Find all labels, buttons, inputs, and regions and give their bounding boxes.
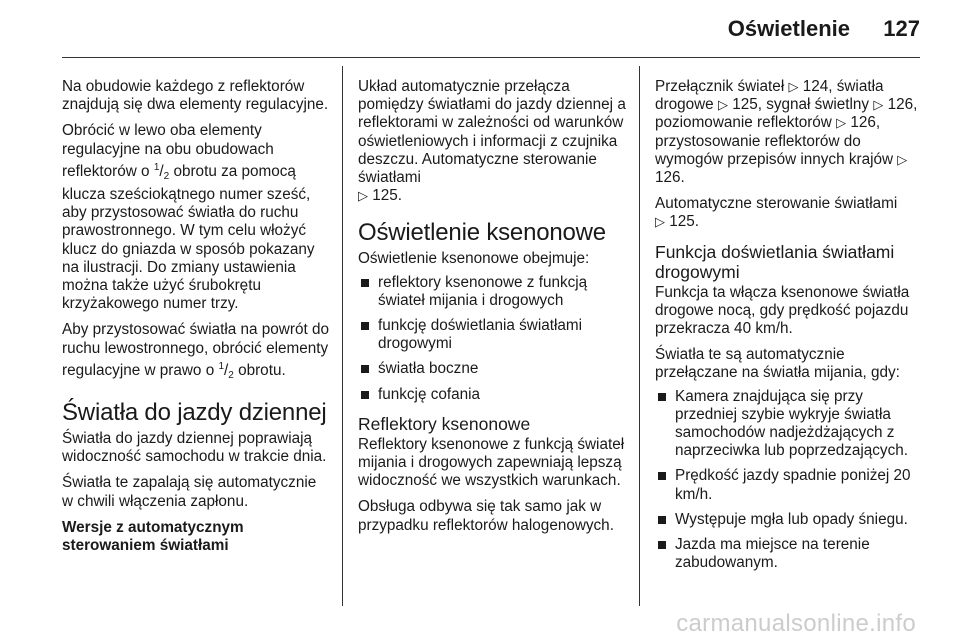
column-divider-2	[639, 66, 640, 606]
paragraph: Światła te zapalają się automatycznie w chwili włączenia zapłonu.	[62, 474, 317, 510]
paragraph: Obrócić w lewo oba elementy regulacyjne na obu obudowach reflektorów o $^1/_2$ obrotu za pomocą klucza sześciokątnego numer sześć, aby przystosować światła do ruchu prawostronnego. W tym celu włożyć klucz do gniazda w sposób pokazany na ilustracji. Do zmiany ustawienia można także użyć śrubokrętu krzyżakowego numer trzy.	[62, 122, 315, 313]
heading-daytime-lights: Światła do jazdy dziennej	[62, 399, 327, 427]
list-item: światła boczne	[358, 360, 626, 378]
page-reference-arrow-icon: ▷	[717, 97, 728, 113]
column-2	[358, 78, 626, 543]
page-reference-arrow-icon: ▷	[897, 151, 908, 167]
paragraph: Przełącznik świateł ▷ 124, światła drogowe ▷ 125, sygnał świetlny ▷ 126, poziomowanie reflektorów ▷ 126, przystosowanie reflektorów do wymogów przepisów innych krajów ▷ 126.	[655, 78, 918, 187]
watermark: carmanualsonline.info	[676, 610, 916, 637]
paragraph: Reflektory ksenonowe z funkcją świateł mijania i drogowych zapewniają lepszą widoczność we wszystkich warunkach.	[358, 435, 625, 490]
paragraph: Światła do jazdy dziennej poprawiają widoczność samochodu w trakcie dnia.	[62, 430, 327, 466]
list-item: Prędkość jazdy spadnie poniżej 20 km/h.	[655, 467, 925, 503]
list-item: funkcję cofania	[358, 386, 626, 404]
list-item: Występuje mgła lub opady śniegu.	[655, 511, 925, 529]
heading-xenon-headlamps: Reflektory ksenonowe	[358, 413, 531, 434]
page-reference-arrow-icon: ▷	[836, 115, 847, 131]
paragraph: Obsługa odbywa się tak samo jak w przypadku reflektorów halogenowych.	[358, 498, 614, 534]
page-reference-arrow-icon: ▷	[655, 214, 665, 230]
page-reference-arrow-icon: ▷	[788, 79, 799, 94]
paragraph: Światła te są automatycznie przełączane na światła mijania, gdy:	[655, 346, 900, 382]
paragraph: Na obudowie każdego z reflektorów znajdują się dwa elementy regulacyjne.	[62, 78, 329, 114]
heading-high-beam-assist: Funkcja doświetlania światłami drogowymi	[655, 241, 895, 282]
heading-xenon-lighting: Oświetlenie ksenonowe	[358, 219, 606, 247]
list-item: Jazda ma miejsce na terenie zabudowanym.	[655, 536, 925, 572]
paragraph: Funkcja ta włącza ksenonowe światła drogowe nocą, gdy prędkość pojazdu przekracza 40 km/h.	[655, 283, 910, 338]
section-title: Oświetlenie	[727, 16, 850, 41]
subheading-auto: Wersje z automatycznym sterowaniem światłami	[62, 518, 244, 555]
column-1	[62, 78, 330, 555]
page-number: 127	[883, 16, 920, 41]
header-rule	[62, 57, 920, 58]
list-item: reflektory ksenonowe z funkcją świateł mijania i drogowych	[358, 274, 626, 310]
page-header	[0, 0, 960, 58]
paragraph: Automatyczne sterowanie światłami ▷ 125.	[655, 195, 898, 231]
page-reference-arrow-icon: ▷	[873, 97, 884, 113]
column-divider-1	[342, 66, 343, 606]
column-3	[655, 78, 925, 579]
list-item: funkcję doświetlania światłami drogowymi	[358, 317, 626, 353]
paragraph: Aby przystosować światła na powrót do ruchu lewostronnego, obrócić elementy regulacyjne w prawo o $^1/_2$ obrotu.	[62, 321, 329, 381]
paragraph: Oświetlenie ksenonowe obejmuje:	[358, 250, 590, 268]
feature-list	[358, 274, 626, 404]
list-item: Kamera znajdująca się przy przedniej szybie wykryje światła samochodów nadjeżdżających z naprzeciwka lub poprzedzających.	[655, 388, 925, 461]
paragraph: Układ automatycznie przełącza pomiędzy światłami do jazdy dziennej a reflektorami w zależności od warunków oświetleniowych i informacji z czujnika deszczu. Automatyczne sterowanie światłami ▷ 125.	[358, 78, 626, 205]
condition-list	[655, 388, 925, 573]
page-reference-arrow-icon: ▷	[358, 188, 368, 204]
